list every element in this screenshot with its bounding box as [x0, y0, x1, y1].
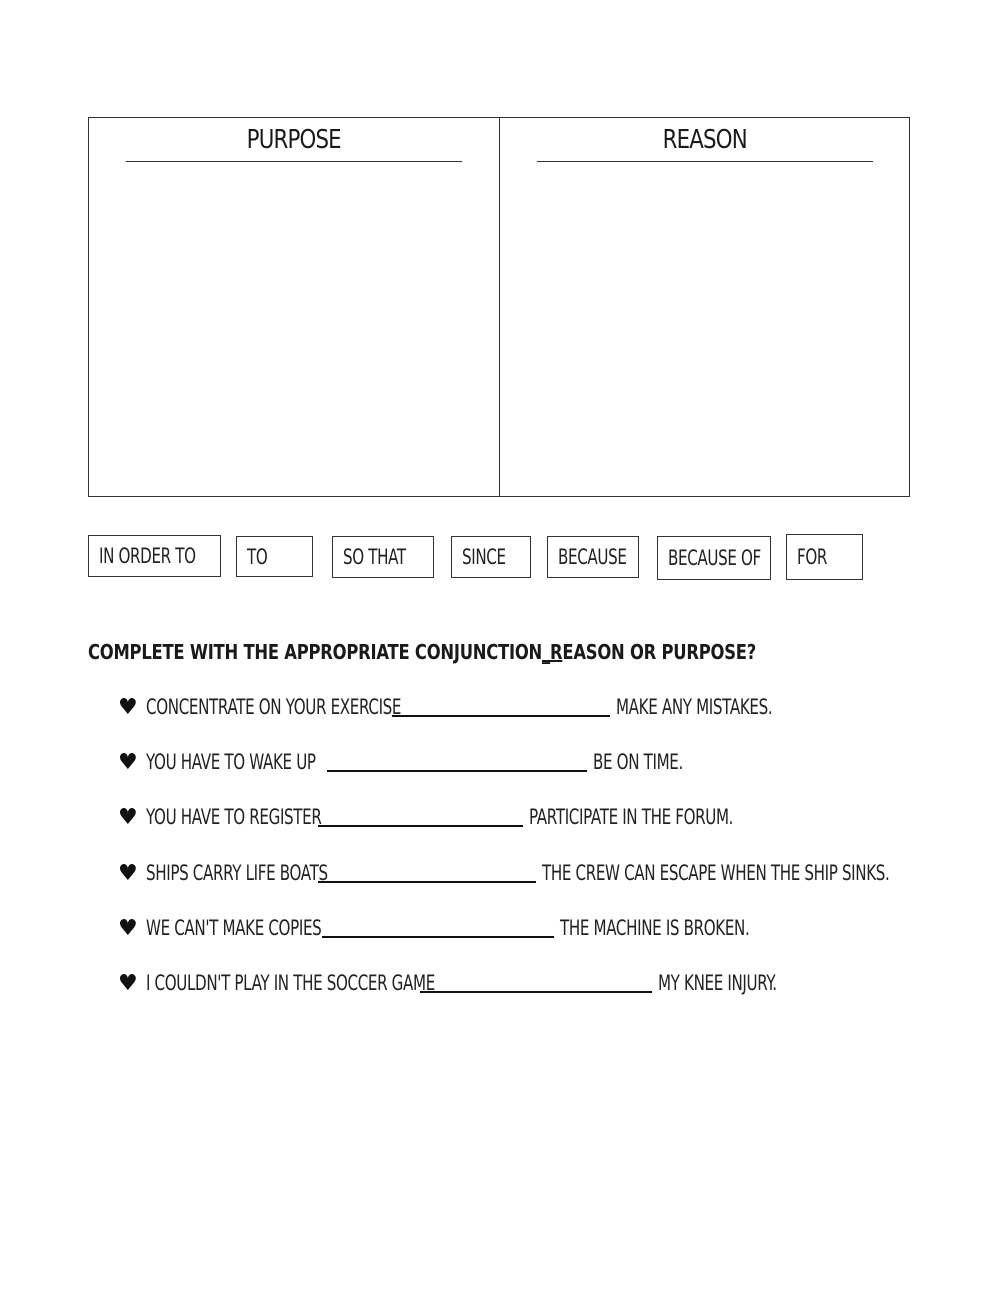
heart-icon: ♥	[118, 970, 138, 996]
answer-blank[interactable]	[322, 918, 554, 938]
word-card-label: SO THAT	[343, 545, 406, 569]
exercise-item	[118, 692, 833, 722]
exercise-item	[118, 747, 718, 777]
word-card[interactable]	[657, 536, 771, 580]
item-text: CONCENTRATE ON YOUR EXERCISE	[146, 695, 402, 719]
heart-icon: ♥	[118, 804, 138, 830]
sort-table	[88, 117, 910, 497]
item-text-end: BE ON TIME.	[593, 750, 683, 774]
word-card-label: SINCE	[462, 545, 506, 569]
item-text-end: THE CREW CAN ESCAPE WHEN THE SHIP SINKS.	[542, 861, 890, 885]
answer-blank[interactable]	[392, 697, 610, 717]
heart-icon: ♥	[118, 915, 138, 941]
item-text: I COULDN'T PLAY IN THE SOCCER GAME	[146, 971, 435, 995]
instruction-text: COMPLETE WITH THE APPROPRIATE CONJUNCTION	[88, 640, 543, 664]
heart-icon: ♥	[118, 749, 138, 775]
item-text-end: MAKE ANY MISTAKES.	[616, 695, 773, 719]
reason-drop-area[interactable]	[500, 162, 910, 496]
item-text: YOU HAVE TO WAKE UP	[146, 750, 316, 774]
exercise-item	[118, 913, 823, 943]
word-card[interactable]	[236, 536, 313, 577]
instruction-text-end: EASON OR PURPOSE?	[562, 640, 757, 664]
word-card-label: BECAUSE OF	[668, 546, 761, 570]
word-card-label: TO	[247, 544, 268, 569]
word-card[interactable]	[451, 536, 531, 578]
word-card-label: FOR	[797, 545, 828, 569]
item-text: WE CAN'T MAKE COPIES	[146, 916, 322, 940]
item-text: YOU HAVE TO REGISTER	[146, 805, 322, 829]
reason-header: REASON	[536, 118, 872, 162]
heart-icon: ♥	[118, 694, 138, 720]
word-card-label: BECAUSE	[558, 545, 627, 569]
heart-icon: ♥	[118, 860, 138, 886]
item-text-end: THE MACHINE IS BROKEN.	[560, 916, 750, 940]
item-text-end: PARTICIPATE IN THE FORUM.	[529, 805, 734, 829]
item-text-end: MY KNEE INJURY.	[658, 971, 777, 995]
answer-blank[interactable]	[318, 863, 536, 883]
answer-blank[interactable]	[318, 807, 523, 827]
word-card[interactable]	[332, 536, 434, 578]
instruction-heading	[88, 640, 756, 664]
word-card-label: IN ORDER TO	[99, 544, 196, 568]
exercise-item	[118, 858, 1000, 888]
item-text: SHIPS CARRY LIFE BOATS	[146, 861, 328, 885]
instruction-underlined-text: _R	[542, 640, 563, 664]
word-card[interactable]	[88, 535, 221, 577]
exercise-item	[118, 968, 823, 998]
purpose-column	[89, 118, 499, 496]
purpose-drop-area[interactable]	[89, 162, 499, 496]
answer-blank[interactable]	[327, 752, 587, 772]
exercise-item	[118, 802, 812, 832]
reason-column	[499, 118, 910, 496]
answer-blank[interactable]	[420, 973, 652, 993]
word-card[interactable]	[547, 536, 639, 578]
word-card[interactable]	[786, 534, 863, 580]
purpose-header: PURPOSE	[126, 118, 462, 162]
